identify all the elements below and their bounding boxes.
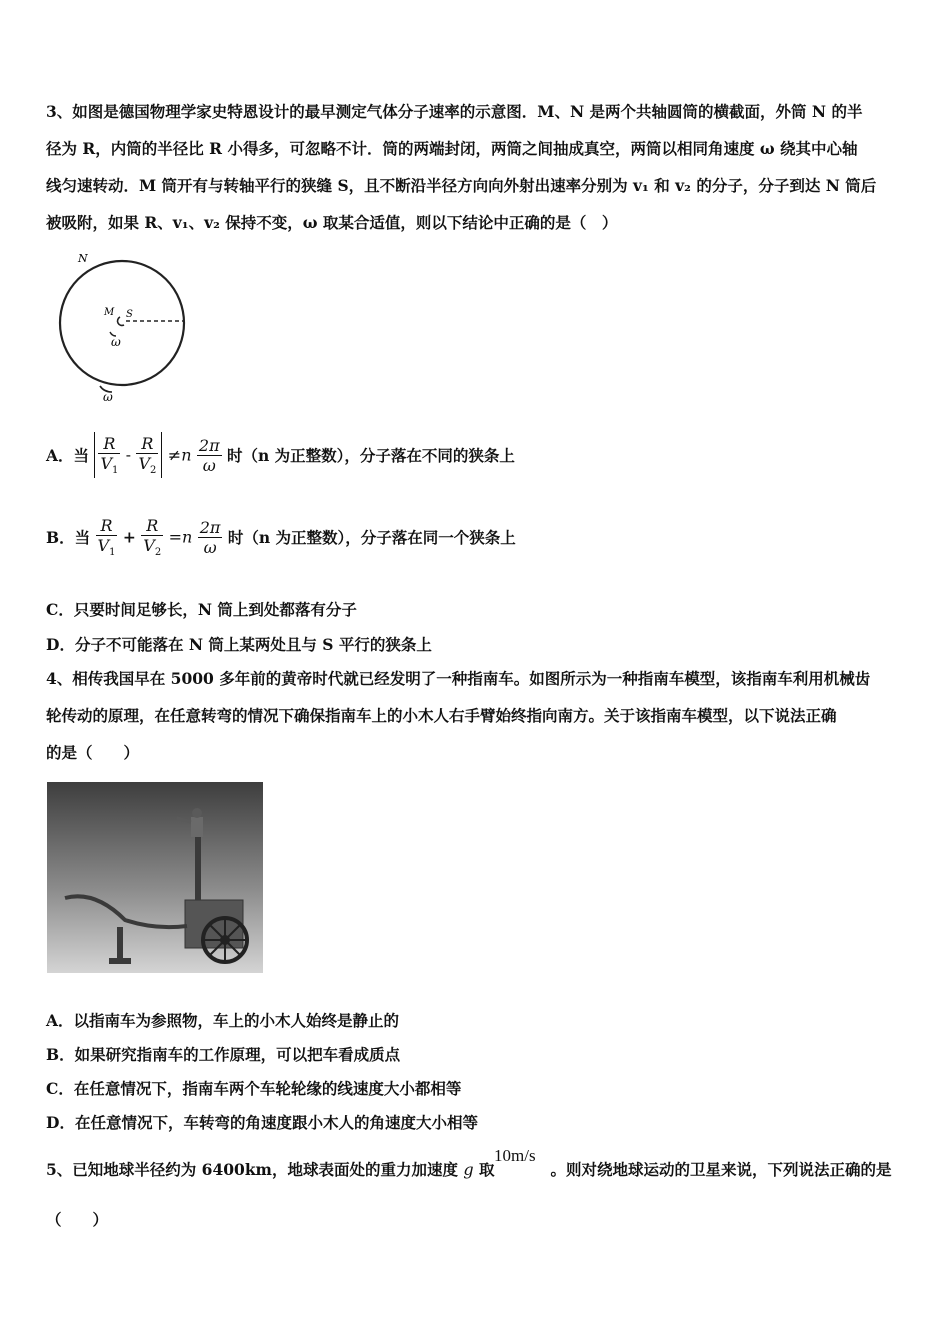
b-frac-1-den-sub: 1 xyxy=(109,547,116,559)
q3-stem-line-3: 线匀速转动．M 筒开有与转轴平行的狭缝 S，且不断沿半径方向向外射出速率分别为 v₁ 和 v₂ 的分子，分子到达 N 筒后 xyxy=(46,176,877,195)
q5-stem-line-1 xyxy=(46,1158,892,1180)
option-b-suffix: 时（n 为正整数），分子落在同一个狭条上 xyxy=(227,528,516,548)
q3-option-d: D．分子不可能落在 N 筒上某两处且与 S 平行的狭条上 xyxy=(46,635,432,654)
frac-1-num: R xyxy=(103,434,116,453)
q3-stem-line-4: 被吸附，如果 R、v₁、v₂ 保持不变，ω 取某合适值，则以下结论中正确的是（ ） xyxy=(46,213,618,232)
b-frac-2-den-v: V xyxy=(143,536,155,555)
q4-stem-line-2: 轮传动的原理，在任意转弯的情况下确保指南车上的小木人右手臂始终指向南方。关于该指南车模型，以下说法正确 xyxy=(46,706,837,725)
frac-2-den xyxy=(136,453,158,476)
label-omega-outer: ω xyxy=(103,390,113,404)
q4-option-d: D．在任意情况下，车转弯的角速度跟小木人的角速度大小相等 xyxy=(46,1113,478,1132)
b-frac-3-den: ω xyxy=(198,537,223,557)
option-a-abs-expr xyxy=(94,432,162,478)
b-frac-2-den xyxy=(141,535,163,558)
b-frac-1-num: R xyxy=(100,516,113,535)
q3-option-b xyxy=(46,516,516,558)
south-pointing-chariot-photo xyxy=(47,782,263,973)
frac-2-num: R xyxy=(141,434,154,453)
q5-stem-line-2: （ ） xyxy=(46,1210,109,1229)
b-frac-1-den xyxy=(96,535,118,558)
option-b-frac-2 xyxy=(141,516,163,558)
option-a-frac-2 xyxy=(136,434,158,476)
option-a-frac-1 xyxy=(98,434,120,476)
frac-1-den-v: V xyxy=(100,454,112,473)
b-frac-2-num: R xyxy=(146,516,159,535)
q3-option-a xyxy=(46,432,515,478)
option-b-frac-3 xyxy=(198,518,223,557)
option-b-relation: =n xyxy=(168,527,193,547)
label-s: S xyxy=(126,309,133,320)
q5-stem-part-a: 5、已知地球半径约为 6400km，地球表面处的重力加速度 xyxy=(46,1160,464,1179)
option-b-prefix: B．当 xyxy=(46,528,91,548)
frac-2-den-sub: 2 xyxy=(150,465,157,477)
frac-3-den: ω xyxy=(197,455,222,475)
q4-option-a: A．以指南车为参照物，车上的小木人始终是静止的 xyxy=(46,1011,400,1030)
q5-stem-part-c: 。则对绕地球运动的卫星来说，下列说法正确的是 xyxy=(550,1160,892,1179)
frac-1-den-sub: 1 xyxy=(112,465,119,477)
option-b-frac-1 xyxy=(96,516,118,558)
q5-gravity-value: 10m/s xyxy=(494,1146,536,1165)
q3-stem-line-1: 3、如图是德国物理学家史特恩设计的最早测定气体分子速率的示意图．M、N 是两个共轴圆筒的横截面，外筒 N 的半 xyxy=(46,102,863,121)
frac-1-den xyxy=(98,453,120,476)
b-frac-2-den-sub: 2 xyxy=(154,547,162,559)
plus-sign: + xyxy=(122,527,136,547)
q5-stem-part-b: 取 xyxy=(473,1160,495,1179)
q4-option-c: C．在任意情况下，指南车两个车轮轮缘的线速度大小都相等 xyxy=(46,1079,462,1098)
q4-stem-line-1: 4、相传我国早在 5000 多年前的黄帝时代就已经发明了一种指南车。如图所示为一种指南车模型，该指南车利用机械齿 xyxy=(46,669,871,688)
option-a-prefix: A．当 xyxy=(46,446,90,466)
q4-stem-line-3: 的是（ ） xyxy=(46,743,140,762)
b-frac-3-num: 2π xyxy=(199,517,221,537)
option-a-frac-3 xyxy=(197,436,222,475)
option-a-relation: ≠n xyxy=(167,445,192,465)
b-frac-1-den-v: V xyxy=(97,536,110,555)
q3-stem-line-2: 径为 R，内筒的半径比 R 小得多，可忽略不计．筒的两端封闭，两筒之间抽成真空，两筒以相同角速度 ω 绕其中心轴 xyxy=(46,139,858,158)
q4-option-b: B．如果研究指南车的工作原理，可以把车看成质点 xyxy=(46,1045,401,1064)
frac-2-den-v: V xyxy=(138,454,150,473)
q3-option-c: C．只要时间足够长，N 筒上到处都落有分子 xyxy=(46,600,357,619)
option-a-suffix: 时（n 为正整数），分子落在不同的狭条上 xyxy=(227,446,515,466)
q5-g-symbol: g xyxy=(463,1160,474,1179)
cylinder-diagram xyxy=(48,248,198,408)
label-m: M xyxy=(104,307,115,318)
label-omega-inner: ω xyxy=(111,335,121,349)
label-n: N xyxy=(78,252,88,265)
minus-sign: - xyxy=(125,446,132,465)
frac-3-num: 2π xyxy=(198,435,220,455)
